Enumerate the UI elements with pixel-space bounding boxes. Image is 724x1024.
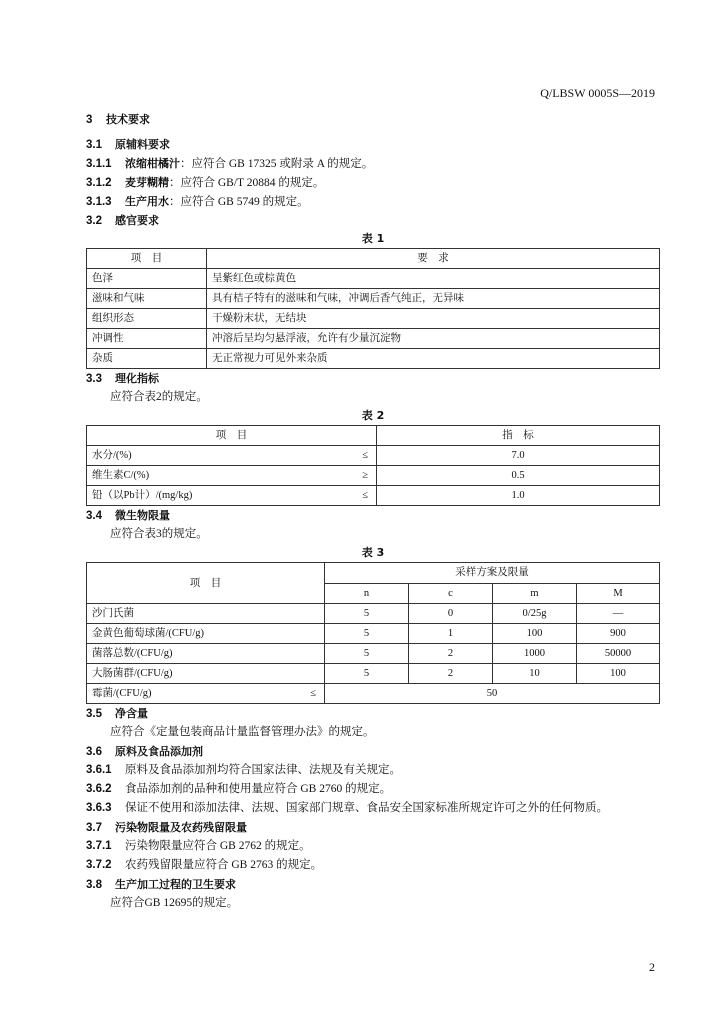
value-cell: 100 [577, 664, 660, 684]
section-title: 原辅料要求 [115, 138, 170, 151]
value-cell: — [577, 604, 660, 624]
table-row [87, 624, 660, 644]
clause-3-1-2 [86, 173, 660, 192]
item-cell: 金黄色葡萄球菌/(CFU/g) [87, 624, 325, 644]
section-number: 3.1 [86, 139, 102, 151]
column-header: c [409, 583, 493, 604]
group-header: 采样方案及限量 [325, 563, 660, 584]
section-title: 微生物限量 [115, 509, 170, 522]
value-cell: 900 [577, 624, 660, 644]
section-title: 生产加工过程的卫生要求 [115, 878, 236, 891]
section-3-3-text: 应符合表2的规定。 [110, 391, 208, 403]
value-cell: 2 [409, 664, 493, 684]
comparison-symbol: ≤ [362, 490, 368, 501]
column-header: 项 目 [87, 563, 325, 604]
table-row [87, 486, 660, 506]
requirement-cell: 干燥粉末状，无结块 [207, 309, 660, 329]
section-number: 3.3 [86, 373, 102, 385]
item-cell [87, 486, 377, 506]
table-row [87, 269, 660, 289]
clause-3-1-3 [86, 192, 660, 211]
table-row [87, 289, 660, 309]
clause-number: 3.7.2 [86, 859, 112, 871]
section-number: 3.5 [86, 708, 102, 720]
item-cell: 滋味和气味 [87, 289, 207, 309]
clause-number: 3.6.2 [86, 783, 112, 795]
requirement-cell: 具有桔子特有的滋味和气味，冲调后香气纯正，无异味 [207, 289, 660, 309]
value-cell: 5 [325, 604, 409, 624]
clause-number: 3.6.1 [86, 764, 112, 776]
value-cell: 50 [325, 684, 660, 704]
section-number: 3.8 [86, 879, 102, 891]
clause-title: 麦芽糊精 [125, 176, 169, 189]
value-cell: 1000 [493, 644, 577, 664]
item-label: 霉菌/(CFU/g) [92, 688, 152, 699]
clause-text: 原料及食品添加剂均符合国家法律、法规及有关规定。 [125, 764, 401, 776]
column-header: 要 求 [207, 249, 660, 269]
section-title: 原料及食品添加剂 [115, 745, 203, 758]
clause-3-6-2 [86, 780, 660, 799]
clause-title: 生产用水 [125, 195, 169, 208]
table-3-microbiological [86, 562, 660, 704]
table-3-caption: 表 3 [361, 546, 385, 559]
table-header-row [87, 249, 660, 269]
clause-3-7-1 [86, 837, 660, 856]
table-header-row [87, 563, 660, 584]
section-3-7-heading [86, 818, 660, 837]
comparison-symbol: ≤ [310, 688, 316, 699]
requirement-cell: 冲溶后呈均匀悬浮液，允许有少量沉淀物 [207, 329, 660, 349]
comparison-symbol: ≥ [362, 470, 368, 481]
value-cell: 1 [409, 624, 493, 644]
table-2-physicochemical [86, 425, 660, 506]
section-3-5-heading [86, 704, 660, 723]
clause-number: 3.6.3 [86, 802, 112, 814]
value-cell: 2 [409, 644, 493, 664]
requirement-cell: 无正常视力可见外来杂质 [207, 349, 660, 369]
section-3-5-text: 应符合《定量包装商品计量监督管理办法》的规定。 [110, 726, 375, 738]
section-number: 3.2 [86, 215, 102, 227]
table-row [87, 684, 660, 704]
section-number: 3.4 [86, 510, 102, 522]
value-cell: 100 [493, 624, 577, 644]
table-1-caption: 表 1 [361, 232, 385, 245]
column-header: 指 标 [377, 426, 660, 446]
section-number: 3.6 [86, 746, 102, 758]
column-header: 项 目 [87, 249, 207, 269]
column-header: 项 目 [87, 426, 377, 446]
table-row [87, 664, 660, 684]
item-cell: 菌落总数/(CFU/g) [87, 644, 325, 664]
clause-number: 3.1.3 [86, 196, 112, 208]
clause-text: 保证不使用和添加法律、法规、国家部门规章、食品安全国家标准所规定许可之外的任何物质。 [125, 802, 608, 814]
section-title: 技术要求 [106, 113, 150, 126]
section-3-1-heading [86, 135, 660, 154]
column-header: M [577, 583, 660, 604]
value-cell: 50000 [577, 644, 660, 664]
value-cell: 0 [409, 604, 493, 624]
section-3-2-heading [86, 211, 660, 230]
item-cell [87, 684, 325, 704]
table-row [87, 604, 660, 624]
column-header: m [493, 583, 577, 604]
value-cell: 1.0 [377, 486, 660, 506]
clause-text: 农药残留限量应符合 GB 2763 的规定。 [125, 859, 323, 871]
section-title: 净含量 [115, 707, 148, 720]
value-cell: 5 [325, 664, 409, 684]
item-cell: 沙门氏菌 [87, 604, 325, 624]
value-cell: 5 [325, 644, 409, 664]
item-label: 铅（以Pb计）/(mg/kg) [92, 490, 193, 501]
clause-3-7-2 [86, 856, 660, 875]
clause-3-6-3 [86, 799, 660, 818]
item-cell: 大肠菌群/(CFU/g) [87, 664, 325, 684]
table-2-caption: 表 2 [361, 409, 385, 422]
table-row [87, 349, 660, 369]
section-3-4-text: 应符合表3的规定。 [110, 528, 208, 540]
item-label: 维生素C/(%) [92, 470, 150, 481]
clause-3-1-1 [86, 154, 660, 173]
section-number: 3 [86, 114, 93, 126]
clause-text: ：应符合 GB/T 20884 的规定。 [169, 177, 325, 189]
document-code: Q/LBSW 0005S—2019 [540, 86, 655, 100]
clause-text: 污染物限量应符合 GB 2762 的规定。 [125, 840, 311, 852]
document-body [86, 110, 660, 913]
table-row [87, 446, 660, 466]
value-cell: 5 [325, 624, 409, 644]
table-row [87, 466, 660, 486]
table-1-sensory [86, 248, 660, 369]
section-3-4-heading [86, 506, 660, 525]
section-3-8-heading [86, 875, 660, 894]
clause-text: ：应符合 GB 17325 或附录 A 的规定。 [180, 158, 374, 170]
section-3-heading [86, 110, 660, 129]
clause-title: 浓缩柑橘汁 [125, 157, 180, 170]
table-header-row [87, 426, 660, 446]
item-cell: 组织形态 [87, 309, 207, 329]
section-title: 污染物限量及农药残留限量 [115, 821, 247, 834]
section-3-3-heading [86, 369, 660, 388]
section-title: 理化指标 [115, 372, 159, 385]
clause-number: 3.7.1 [86, 840, 112, 852]
item-cell [87, 446, 377, 466]
table-row [87, 309, 660, 329]
section-3-6-heading [86, 742, 660, 761]
value-cell: 0.5 [377, 466, 660, 486]
clause-text: 食品添加剂的品种和使用量应符合 GB 2760 的规定。 [125, 783, 392, 795]
clause-text: ：应符合 GB 5749 的规定。 [169, 196, 309, 208]
clause-3-6-1 [86, 761, 660, 780]
item-cell: 冲调性 [87, 329, 207, 349]
table-row [87, 329, 660, 349]
item-cell: 色泽 [87, 269, 207, 289]
section-number: 3.7 [86, 822, 102, 834]
section-title: 感官要求 [115, 214, 159, 227]
clause-number: 3.1.2 [86, 177, 112, 189]
item-cell: 杂质 [87, 349, 207, 369]
value-cell: 7.0 [377, 446, 660, 466]
item-cell [87, 466, 377, 486]
requirement-cell: 呈紫红色或棕黄色 [207, 269, 660, 289]
value-cell: 10 [493, 664, 577, 684]
page-number: 2 [649, 960, 655, 974]
comparison-symbol: ≤ [362, 450, 368, 461]
table-row [87, 644, 660, 664]
item-label: 水分/(%) [92, 450, 132, 461]
column-header: n [325, 583, 409, 604]
section-3-8-text: 应符合GB 12695的规定。 [110, 897, 239, 909]
value-cell: 0/25g [493, 604, 577, 624]
clause-number: 3.1.1 [86, 158, 112, 170]
